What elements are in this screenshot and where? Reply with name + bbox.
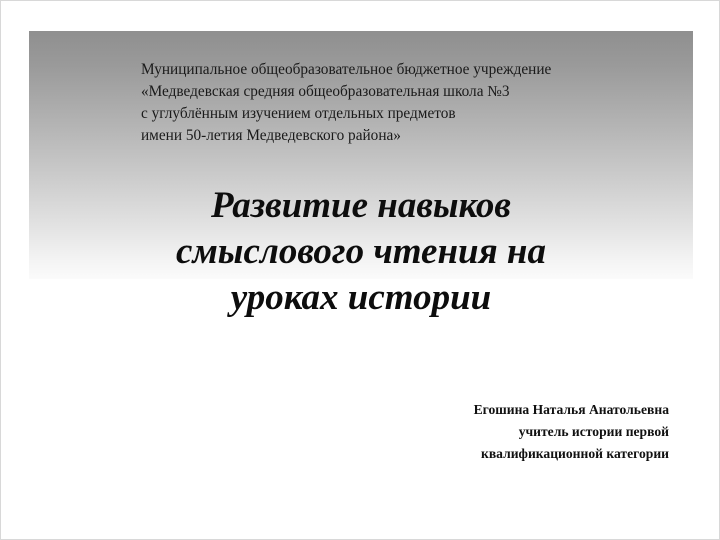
institution-line-1: Муниципальное общеобразовательное бюджетное учреждение xyxy=(141,61,552,78)
author-name: Егошина Наталья Анатольевна xyxy=(473,402,669,417)
page-title xyxy=(61,183,661,321)
institution-line-3: с углублённым изучением отдельных предметов xyxy=(141,104,456,122)
institution-name xyxy=(141,59,661,146)
title-line-3: уроках истории xyxy=(230,276,492,318)
institution-line-4: имени 50-летия Медведевского района» xyxy=(141,126,401,144)
author-role-line-2: квалификационной категории xyxy=(480,446,669,462)
author-role-line-1: учитель истории первой xyxy=(518,424,669,440)
institution-line-2: «Медведевская средняя общеобразовательная школа №3 xyxy=(141,82,510,100)
title-line-2: смыслового чтения на xyxy=(176,230,546,272)
author-credit xyxy=(331,399,691,465)
title-line-1: Развитие навыков xyxy=(211,185,511,226)
